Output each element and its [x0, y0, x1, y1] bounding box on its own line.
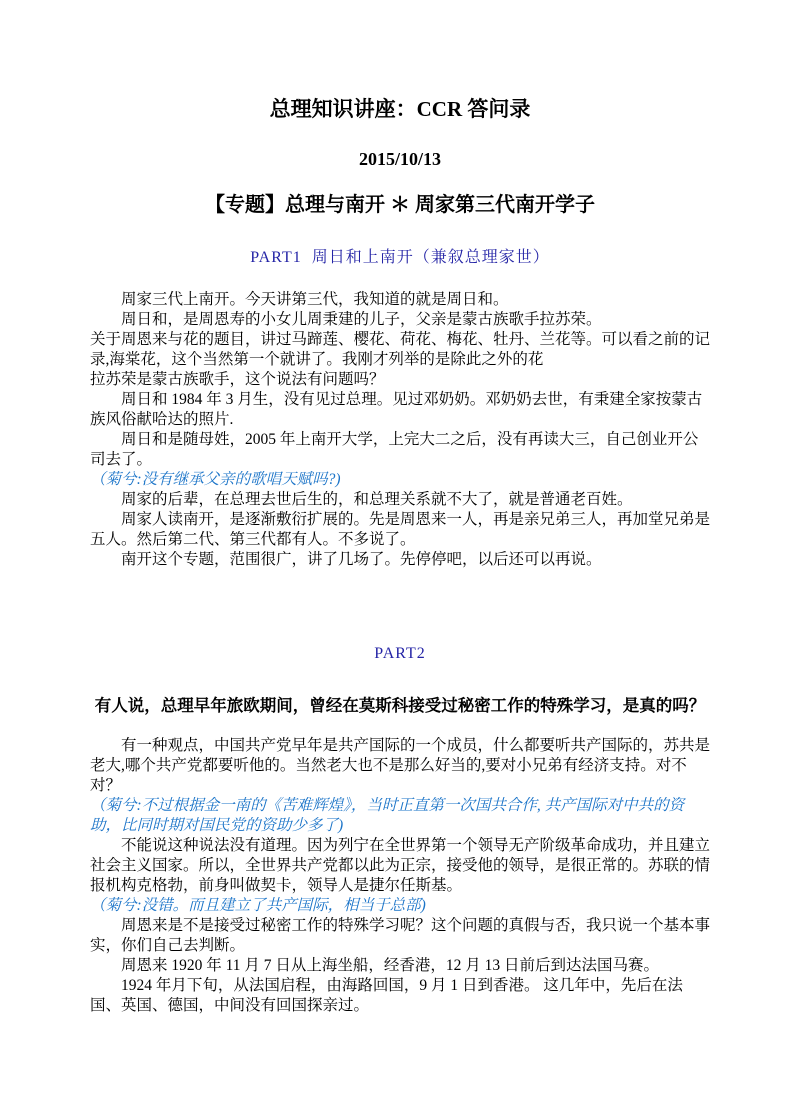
part1-heading: PART1 周日和上南开（兼叙总理家世） [250, 248, 550, 266]
part2-heading: PART2 [374, 645, 426, 663]
part2-question-heading: 有人说，总理早年旅欧期间，曾经在莫斯科接受过秘密工作的特殊学习，是真的吗？ [94, 696, 706, 716]
paragraph: 周家人读南开，是逐渐敷衍扩展的。先是周恩来一人，再是亲兄弟三人，再加堂兄弟是五人。然后第二代、第三代都有人。不多说了。 [90, 511, 711, 549]
doc-date: 2015/10/13 [358, 149, 441, 170]
paragraph: 周家三代上南开。今天讲第三代，我知道的就是周日和。 [121, 291, 509, 309]
comment-line: （菊兮:不过根据金一南的《苦难辉煌》，当时正直第一次国共合作, 共产国际对中共的资助，比同时期对国民党的资助少多了) [90, 797, 685, 835]
part1-body [90, 290, 710, 570]
paragraph: 周日和，是周恩寿的小女儿周秉建的儿子，父亲是蒙古族歌手拉苏荣。 [121, 311, 602, 329]
paragraph: 不能说这种说法没有道理。因为列宁在全世界第一个领导无产阶级革命成功，并且建立社会主义国家。所以，全世界共产党都以此为正宗，接受他的领导，是很正常的。苏联的情报机构克格勃，前身叫做契卡，领导人是捷尔任斯基。 [90, 837, 711, 895]
comment-line: （菊兮:没错。而且建立了共产国际，相当于总部) [90, 897, 426, 915]
paragraph: 周恩来是不是接受过秘密工作的特殊学习呢？这个问题的真假与否，我只说一个基本事实，你们自己去判断。 [90, 917, 711, 955]
paragraph: 1924 年月下旬，从法国启程，由海路回国，9 月 1 日到香港。 这几年中，先后在法国、英国、德国，中间没有回国探亲过。 [90, 977, 683, 1015]
doc-subtitle: 【专题】总理与南开 ＊ 周家第三代南开学子 [205, 193, 595, 216]
paragraph: 周日和是随母姓，2005 年上南开大学，上完大二之后，没有再读大三，自己创业开公司去了。 [90, 431, 699, 469]
paragraph: 周家的后辈，在总理去世后生的，和总理关系就不大了，就是普通老百姓。 [121, 491, 633, 509]
paragraph: 关于周恩来与花的题目，讲过马蹄莲、樱花、荷花、梅花、牡丹、兰花等。可以看之前的记录,海棠花，这个当然第一个就讲了。我刚才列举的是除此之外的花 [90, 331, 711, 369]
paragraph: 周恩来 1920 年 11 月 7 日从上海坐船，经香港，12 月 13 日前后到达法国马赛。 [121, 957, 660, 975]
paragraph: 周日和 1984 年 3 月生，没有见过总理。见过邓奶奶。邓奶奶去世，有秉建全家按蒙古族风俗献哈达的照片. [90, 391, 703, 429]
part2-body [90, 736, 710, 1016]
paragraph: 南开这个专题，范围很广，讲了几场了。先停停吧，以后还可以再说。 [121, 551, 602, 569]
paragraph: 拉苏荣是蒙古族歌手，这个说法有问题吗？ [90, 371, 385, 389]
comment-line: （菊兮:没有继承父亲的歌唱天赋吗?) [90, 471, 341, 489]
doc-title: 总理知识讲座：CCR 答问录 [269, 97, 531, 121]
paragraph: 有一种观点，中国共产党早年是共产国际的一个成员，什么都要听共产国际的，苏共是老大,哪个共产党都要听他的。当然老大也不是那么好当的,要对小兄弟有经济支持。对不对？ [90, 737, 711, 795]
